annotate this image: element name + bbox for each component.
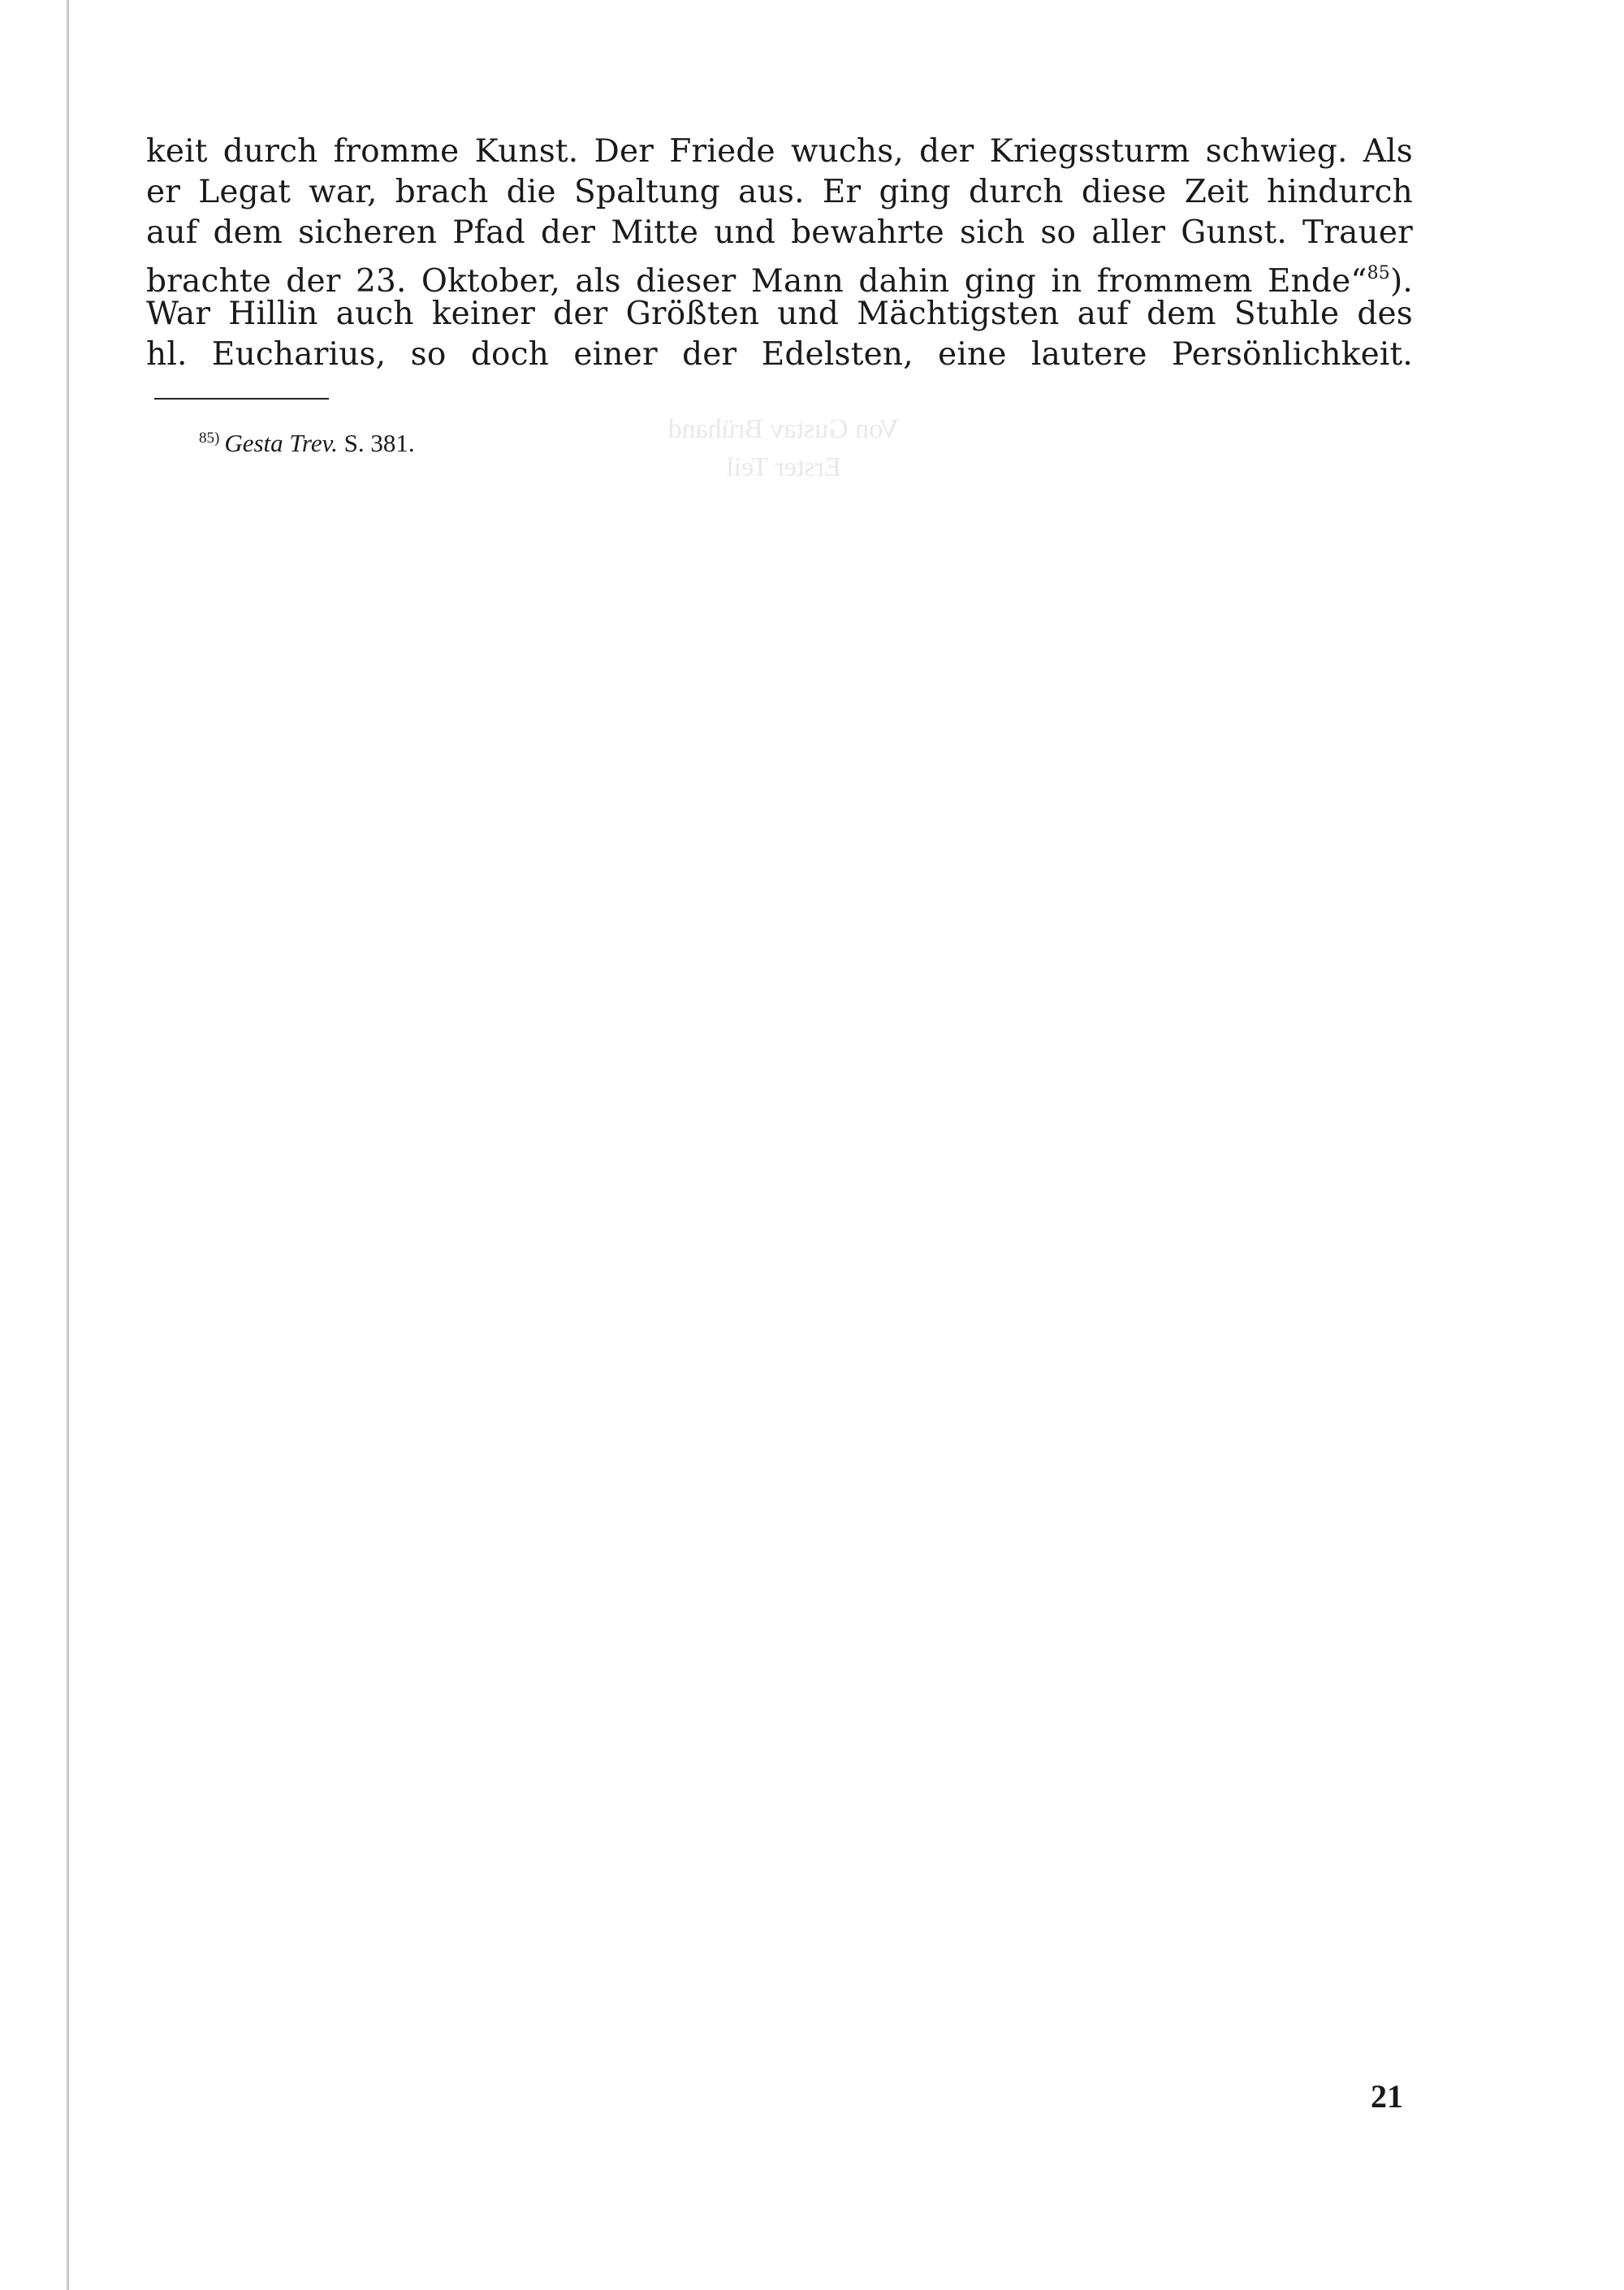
text-line: hl. Eucharius, so doch einer der Edelsten, eine lautere Persönlichkeit. <box>146 336 1413 373</box>
footnote-separator <box>154 398 329 400</box>
text-line-tail: ). <box>1389 263 1413 300</box>
footnote-number-value: 85 <box>199 430 214 447</box>
ghost-author: Von Gustav Brühand <box>667 414 900 444</box>
footnote-number <box>199 430 219 447</box>
text-line-with-footnote-ref <box>146 253 1413 300</box>
text-line: War Hillin auch keiner der Größten und Mächtigsten auf dem Stuhle des <box>146 296 1413 332</box>
footnote-source-title: Gesta Trev. <box>224 429 338 457</box>
text-line: er Legat war, brach die Spaltung aus. Er ging durch diese Zeit hindurch <box>146 174 1413 210</box>
body-text <box>146 132 1413 375</box>
page-binding-edge <box>67 0 69 2290</box>
text-line: auf dem sicheren Pfad der Mitte und bewahrte sich so aller Gunst. Trauer <box>146 214 1413 251</box>
footnote-page-ref: S. 381. <box>343 429 415 457</box>
footnote-reference: 85 <box>1367 263 1390 283</box>
footnote <box>199 422 415 460</box>
text-line: keit durch fromme Kunst. Der Friede wuchs, der Kriegssturm schwieg. Als <box>146 133 1413 170</box>
text-line-segment: brachte der 23. Oktober, als dieser Mann dahin ging in frommem Ende“ <box>146 263 1367 300</box>
footnote-marker-suffix: ) <box>214 430 220 447</box>
ghost-section: Erster Teil <box>726 452 841 482</box>
page-number: 21 <box>1371 2078 1403 2115</box>
